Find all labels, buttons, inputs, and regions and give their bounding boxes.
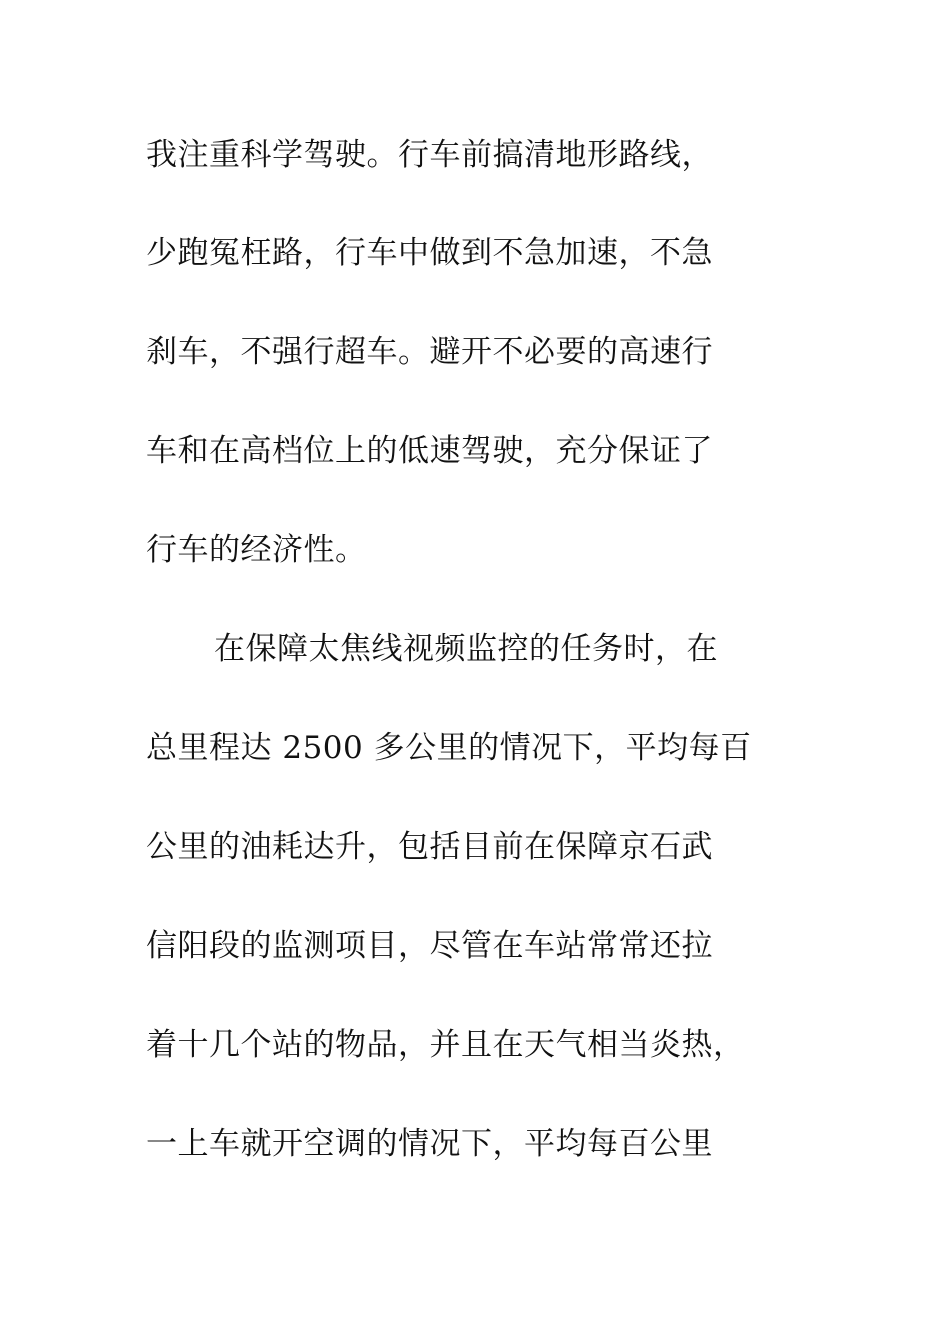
text-line: 信阳段的监测项目，尽管在车站常常还拉 — [146, 928, 713, 964]
text-line: 总里程达 2500 多公里的情况下，平均每百 — [146, 730, 752, 766]
text-line: 一上车就开空调的情况下，平均每百公里 — [146, 1126, 713, 1162]
text-line: 少跑冤枉路，行车中做到不急加速，不急 — [146, 235, 713, 271]
text-line: 我注重科学驾驶。行车前搞清地形路线， — [146, 137, 713, 173]
text-line: 公里的油耗达升，包括目前在保障京石武 — [146, 829, 713, 865]
text-line: 行车的经济性。 — [146, 532, 367, 568]
text-line: 车和在高档位上的低速驾驶，充分保证了 — [146, 433, 713, 469]
text-line: 刹车，不强行超车。避开不必要的高速行 — [146, 334, 713, 370]
paragraph-first-line: 在保障太焦线视频监控的任务时，在 — [214, 631, 718, 667]
text-line: 着十几个站的物品，并且在天气相当炎热， — [146, 1027, 745, 1063]
